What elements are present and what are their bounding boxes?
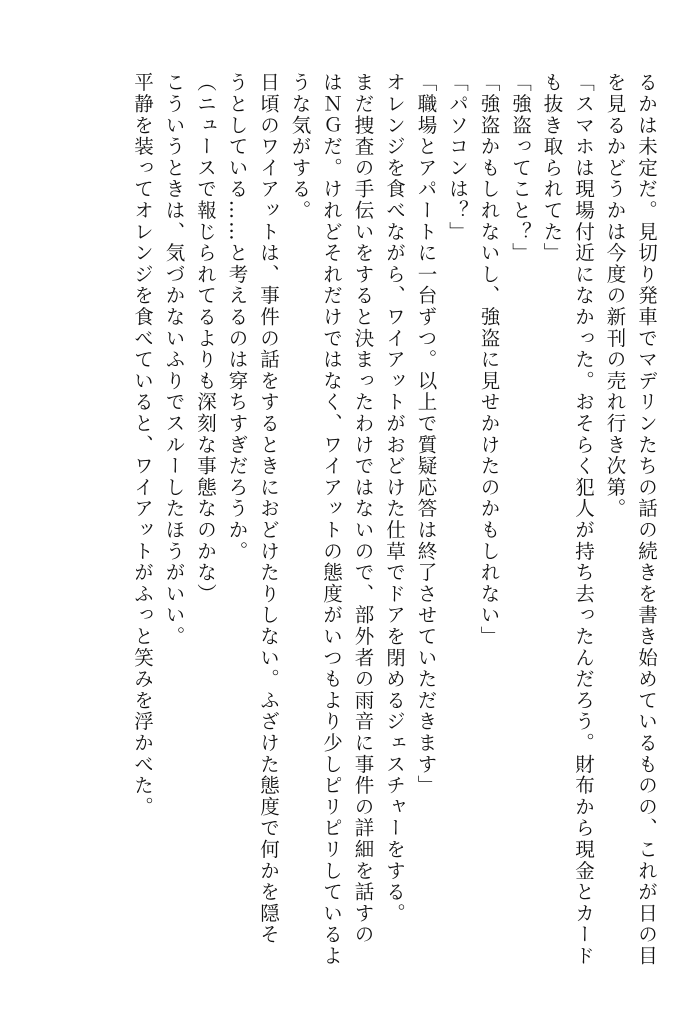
text-line: （ニュースで報じられてるよりも深刻な事態なのかな） (194, 72, 217, 605)
text-line: 「パソコンは？」 (446, 72, 469, 243)
text-line: うな気がする。 (288, 72, 312, 222)
text-line: はＮＧだ。けれどそれだけではなく、ワイアットの態度がいつもより少しピリピリしているよ (320, 72, 343, 967)
text-line: 「強盗ってこと？」 (509, 72, 532, 264)
text-line: るかは未定だ。見切り発車でマデリンたちの話の続きを書き始めているものの、これが日の目 (635, 72, 658, 967)
text-line: こういうときは、気づかないふりでスルーしたほうがいい。 (162, 72, 186, 648)
text-line: を見るかどうかは今度の新刊の売れ行き次第。 (603, 72, 627, 520)
vertical-text-body (32, 72, 662, 972)
text-line: 日頃のワイアットは、事件の話をするときにおどけたりしない。ふざけた態度で何かを隠そ (257, 72, 280, 946)
text-line: 「スマホは現場付近になかった。おそらく犯人が持ち去ったんだろう。財布から現金とカード (572, 72, 595, 967)
text-line: オレンジを食べながら、ワイアットがおどけた仕草でドアを閉めるジェスチャーをする。 (383, 72, 406, 924)
text-line: 平静を装ってオレンジを食べていると、ワイアットがふっと笑みを浮かべた。 (131, 72, 154, 818)
text-line: も抜き取られてた」 (540, 72, 564, 264)
text-line: まだ捜査の手伝いをすると決まったわけではないので、部外者の雨音に事件の詳細を話すの (351, 72, 375, 946)
text-line: 「強盗かもしれないし、強盗に見せかけたのかもしれない」 (477, 72, 501, 648)
text-line: うとしている……と考えるのは穿ちすぎだろうか。 (225, 72, 249, 562)
text-line: 「職場とアパートに一台ずつ。以上で質疑応答は終了させていただきます」 (414, 72, 438, 797)
